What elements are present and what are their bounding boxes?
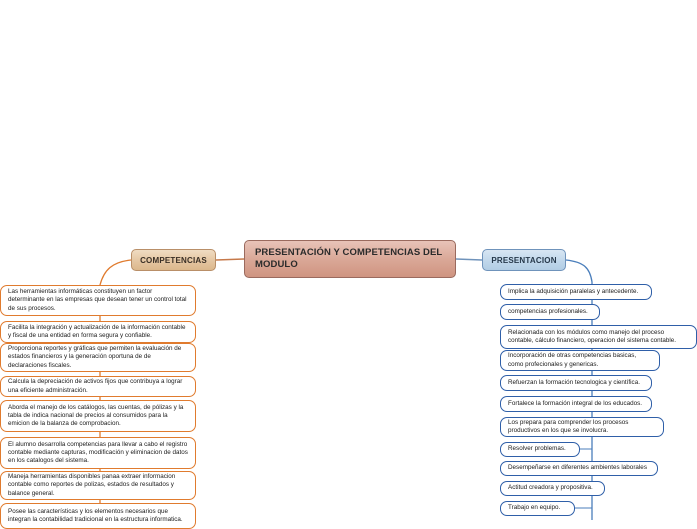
leaf-node-left[interactable]: [0, 437, 196, 469]
leaf-node-left[interactable]: [0, 285, 196, 316]
leaf-node-left[interactable]: [0, 503, 196, 529]
leaf-label: Resolver problemas.: [508, 445, 566, 453]
leaf-node-left[interactable]: [0, 471, 196, 500]
leaf-label: Proporciona reportes y gráficas que permiten la evaluación de estados financieros y la generación oportuna de de declaraciones fiscales.: [8, 345, 182, 369]
leaf-label: Trabajo en equipo.: [508, 504, 561, 512]
branch-node-competencias[interactable]: [131, 249, 216, 271]
leaf-label: Los prepara para comprender los procesos productivos en los que se involucra.: [508, 418, 629, 434]
root-node-label: PRESENTACIÓN Y COMPETENCIAS DEL MODULO: [255, 247, 443, 270]
leaf-node-right[interactable]: [500, 442, 580, 457]
leaf-node-left[interactable]: [0, 343, 196, 372]
branch-right-label: PRESENTACION: [491, 255, 557, 265]
leaf-node-left[interactable]: [0, 376, 196, 397]
leaf-label: competencias profesionales.: [508, 307, 588, 315]
leaf-node-right[interactable]: [500, 396, 652, 412]
leaf-node-left[interactable]: [0, 321, 196, 343]
leaf-node-right[interactable]: [500, 350, 660, 371]
leaf-node-left[interactable]: [0, 400, 196, 432]
branch-left-label: COMPETENCIAS: [140, 255, 207, 265]
leaf-label: Las herramientas informáticas constituyen un factor determinante en las empresas que desean tener un control total de sus procesos.: [8, 288, 187, 312]
leaf-node-right[interactable]: [500, 481, 605, 496]
leaf-label: Calcula la depreciación de activos fijos que contribuya a lograr una eficiente administración.: [8, 378, 183, 394]
leaf-label: Implica la adquisición paralelas y antecedente.: [508, 287, 639, 295]
leaf-label: Actitud creadora y propositiva.: [508, 484, 593, 492]
leaf-label: Relacionada con los módulos como manejo del proceso contable, cálculo financiero, operacion del sistema contable.: [508, 328, 677, 344]
leaf-label: Posee las características y los elementos necesarios que integran la contabilidad tradicional en la estructura informatica.: [8, 507, 183, 523]
leaf-node-right[interactable]: [500, 417, 664, 437]
leaf-label: Refuerzan la formación tecnologica y científica.: [508, 378, 640, 386]
leaf-node-right[interactable]: [500, 284, 652, 300]
leaf-node-right[interactable]: [500, 461, 658, 476]
leaf-node-right[interactable]: [500, 325, 697, 349]
leaf-label: Aborda el manejo de los catálogos, las cuentas, de pólizas y la tabla de indica nacional de precios al consumidos para la emicion de la balanza de comprobacion.: [8, 403, 184, 428]
root-node[interactable]: [244, 240, 456, 278]
leaf-node-right[interactable]: [500, 375, 652, 391]
leaf-label: Fortalece la formación integral de los educados.: [508, 399, 643, 407]
leaf-label: Maneja herramientas disponibles panaa extraer informacion contable como reportes de polizas, estados de resultados y balance general.: [8, 473, 176, 497]
branch-node-presentacion[interactable]: [482, 249, 566, 271]
leaf-node-right[interactable]: [500, 304, 600, 320]
leaf-label: El alumno desarrolla competencias para llevar a cabo el registro contable mediante capturas, modificación y eliminacion de datos en los catalogos del sistema.: [8, 440, 188, 465]
leaf-label: Desempeñarse en diferentes ambientes laborales: [508, 464, 647, 472]
leaf-label: Incorporación de otras competencias basicas, como profecionales y genericas.: [508, 352, 637, 368]
leaf-label: Facilita la integración y actualización de la información contable y fiscal de una entidad en forma segura y confiable.: [8, 323, 186, 339]
leaf-node-right[interactable]: [500, 501, 575, 516]
